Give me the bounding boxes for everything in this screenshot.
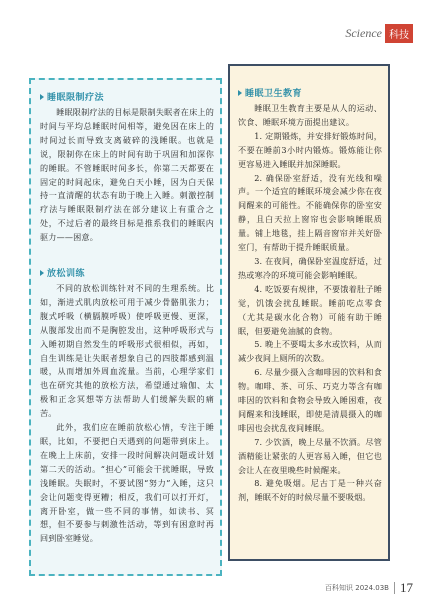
paragraph: 此外，我们应在睡前放松心情，专注于睡眠，比如，不要把白天遇到的问题带到床上。在晚上上床前，安排一段时间解决问题或计划第二天的活动。“担心”可能会干扰睡眠，导致浅睡眠。失眠时，不要试图“努力”入睡，这只会让问题变得更糟；相反，我们可以打开灯，离开卧室，做一些不同的事情，如读书、冥想，但不要参与刺激性活动，等到有困意时再回到卧室睡觉。 [40,422,214,544]
paragraph: 6. 尽量少摄入含咖啡因的饮料和食物。咖啡、茶、可乐、巧克力等含有咖啡因的饮料和食物会导致入睡困难，夜间醒来和浅睡眠，即使是清晨摄入的咖啡因也会扰乱夜间睡眠。 [238,367,382,433]
paragraph: 睡眠卫生教育主要是从人的运动、饮食、睡眠环境方面提出建议。 [238,103,382,127]
section-label-english: Science [345,26,382,40]
paragraph: 睡眠限制疗法的目标是限制失眠者在床上的时间与平均总睡眠时间相等，避免因在床上的时间过长而导致支离破碎的浅睡眠。也就是说，限制你在床上的时间有助于巩固和加深你的睡眠。不管睡眠时间多长，你第二天都要在固定的时间起床，避免白天小睡，因为白天保持一直清醒的状态有助于晚上入睡。刺激控制疗法与睡眠限制疗法在部分建议上有重合之处，不过后者的最终目标是推系我们的睡眠内驱力——困意。 [40,107,214,243]
section-header [345,24,413,43]
sleep-restriction-section [40,90,214,245]
publication-source: 百科知识 2024.03B [325,584,389,592]
section-label-chinese: 科技 [385,24,413,43]
bullet-marker-icon [238,90,242,96]
relaxation-section [40,266,214,546]
paragraph: 1. 定期锻炼，并安排好锻炼时间，不要在睡前3小时内锻炼。锻炼能让你更容易进入睡眠并加深睡眠。 [238,130,382,169]
paragraph: 不同的放松训练针对不同的生理系统。比如，渐进式肌肉放松可用于减少骨骼肌张力；腹式呼吸（横膈膜呼吸）使呼吸更慢、更深，从腹部发出而不是胸腔发出，这种呼吸形式与入睡初期自然发生的呼吸形式很相似，再如，自生训练是让失眠者想象自己的四肢都感到温暖，从而增加外周血流量。当前，心理学家们也在研究其他的放松方法，希望通过瑜伽、太极和正念冥想等方法帮助人们缓解失眠的痛苦。 [40,283,214,419]
left-column-box [29,78,222,576]
bullet-marker-icon [40,270,44,276]
section-heading [40,90,214,103]
section-heading [238,86,382,99]
page-footer [325,580,413,596]
section-heading [40,266,214,279]
page-number: 17 [400,580,413,595]
relaxation-heading: 放松训练 [47,269,86,279]
footer-divider [394,582,395,594]
paragraph: 8. 避免吸烟。尼古丁是一种兴奋剂，睡眠不好的时候尽量不要吸烟。 [238,478,382,503]
paragraph: 5. 晚上不要喝太多水或饮料，从而减少夜间上厕所的次数。 [238,339,382,364]
sleep-restriction-heading: 睡眠限制疗法 [47,93,105,103]
paragraph: 4. 吃饭要有规律，不要饿着肚子睡觉，饥饿会扰乱睡眠。睡前吃点零食（尤其是碳水化合物）可能有助于睡眠，但要避免油腻的食物。 [238,283,382,336]
sleep-hygiene-heading: 睡眠卫生教育 [245,89,303,99]
paragraph: 2. 确保卧室舒适，没有光线和噪声。一个适宜的睡眠环境会减少你在夜间醒来的可能性。不能确保你的卧室安静，且白天拉上窗帘也会影响睡眠质量。铺上地毯，挂上隔音窗帘并关好卧室门，有帮助于提升睡眠质量。 [238,172,382,253]
right-column-box [228,64,390,561]
sleep-hygiene-section [238,86,382,505]
paragraph: 7. 少饮酒，晚上尽量不饮酒。尽管酒精能让紧张的人更容易入睡，但它也会让人在夜里晚些时候醒来。 [238,436,382,475]
bullet-marker-icon [40,94,44,100]
paragraph: 3. 在夜间，确保卧室温度舒适，过热或寒冷的环境可能会影响睡眠。 [238,255,382,280]
